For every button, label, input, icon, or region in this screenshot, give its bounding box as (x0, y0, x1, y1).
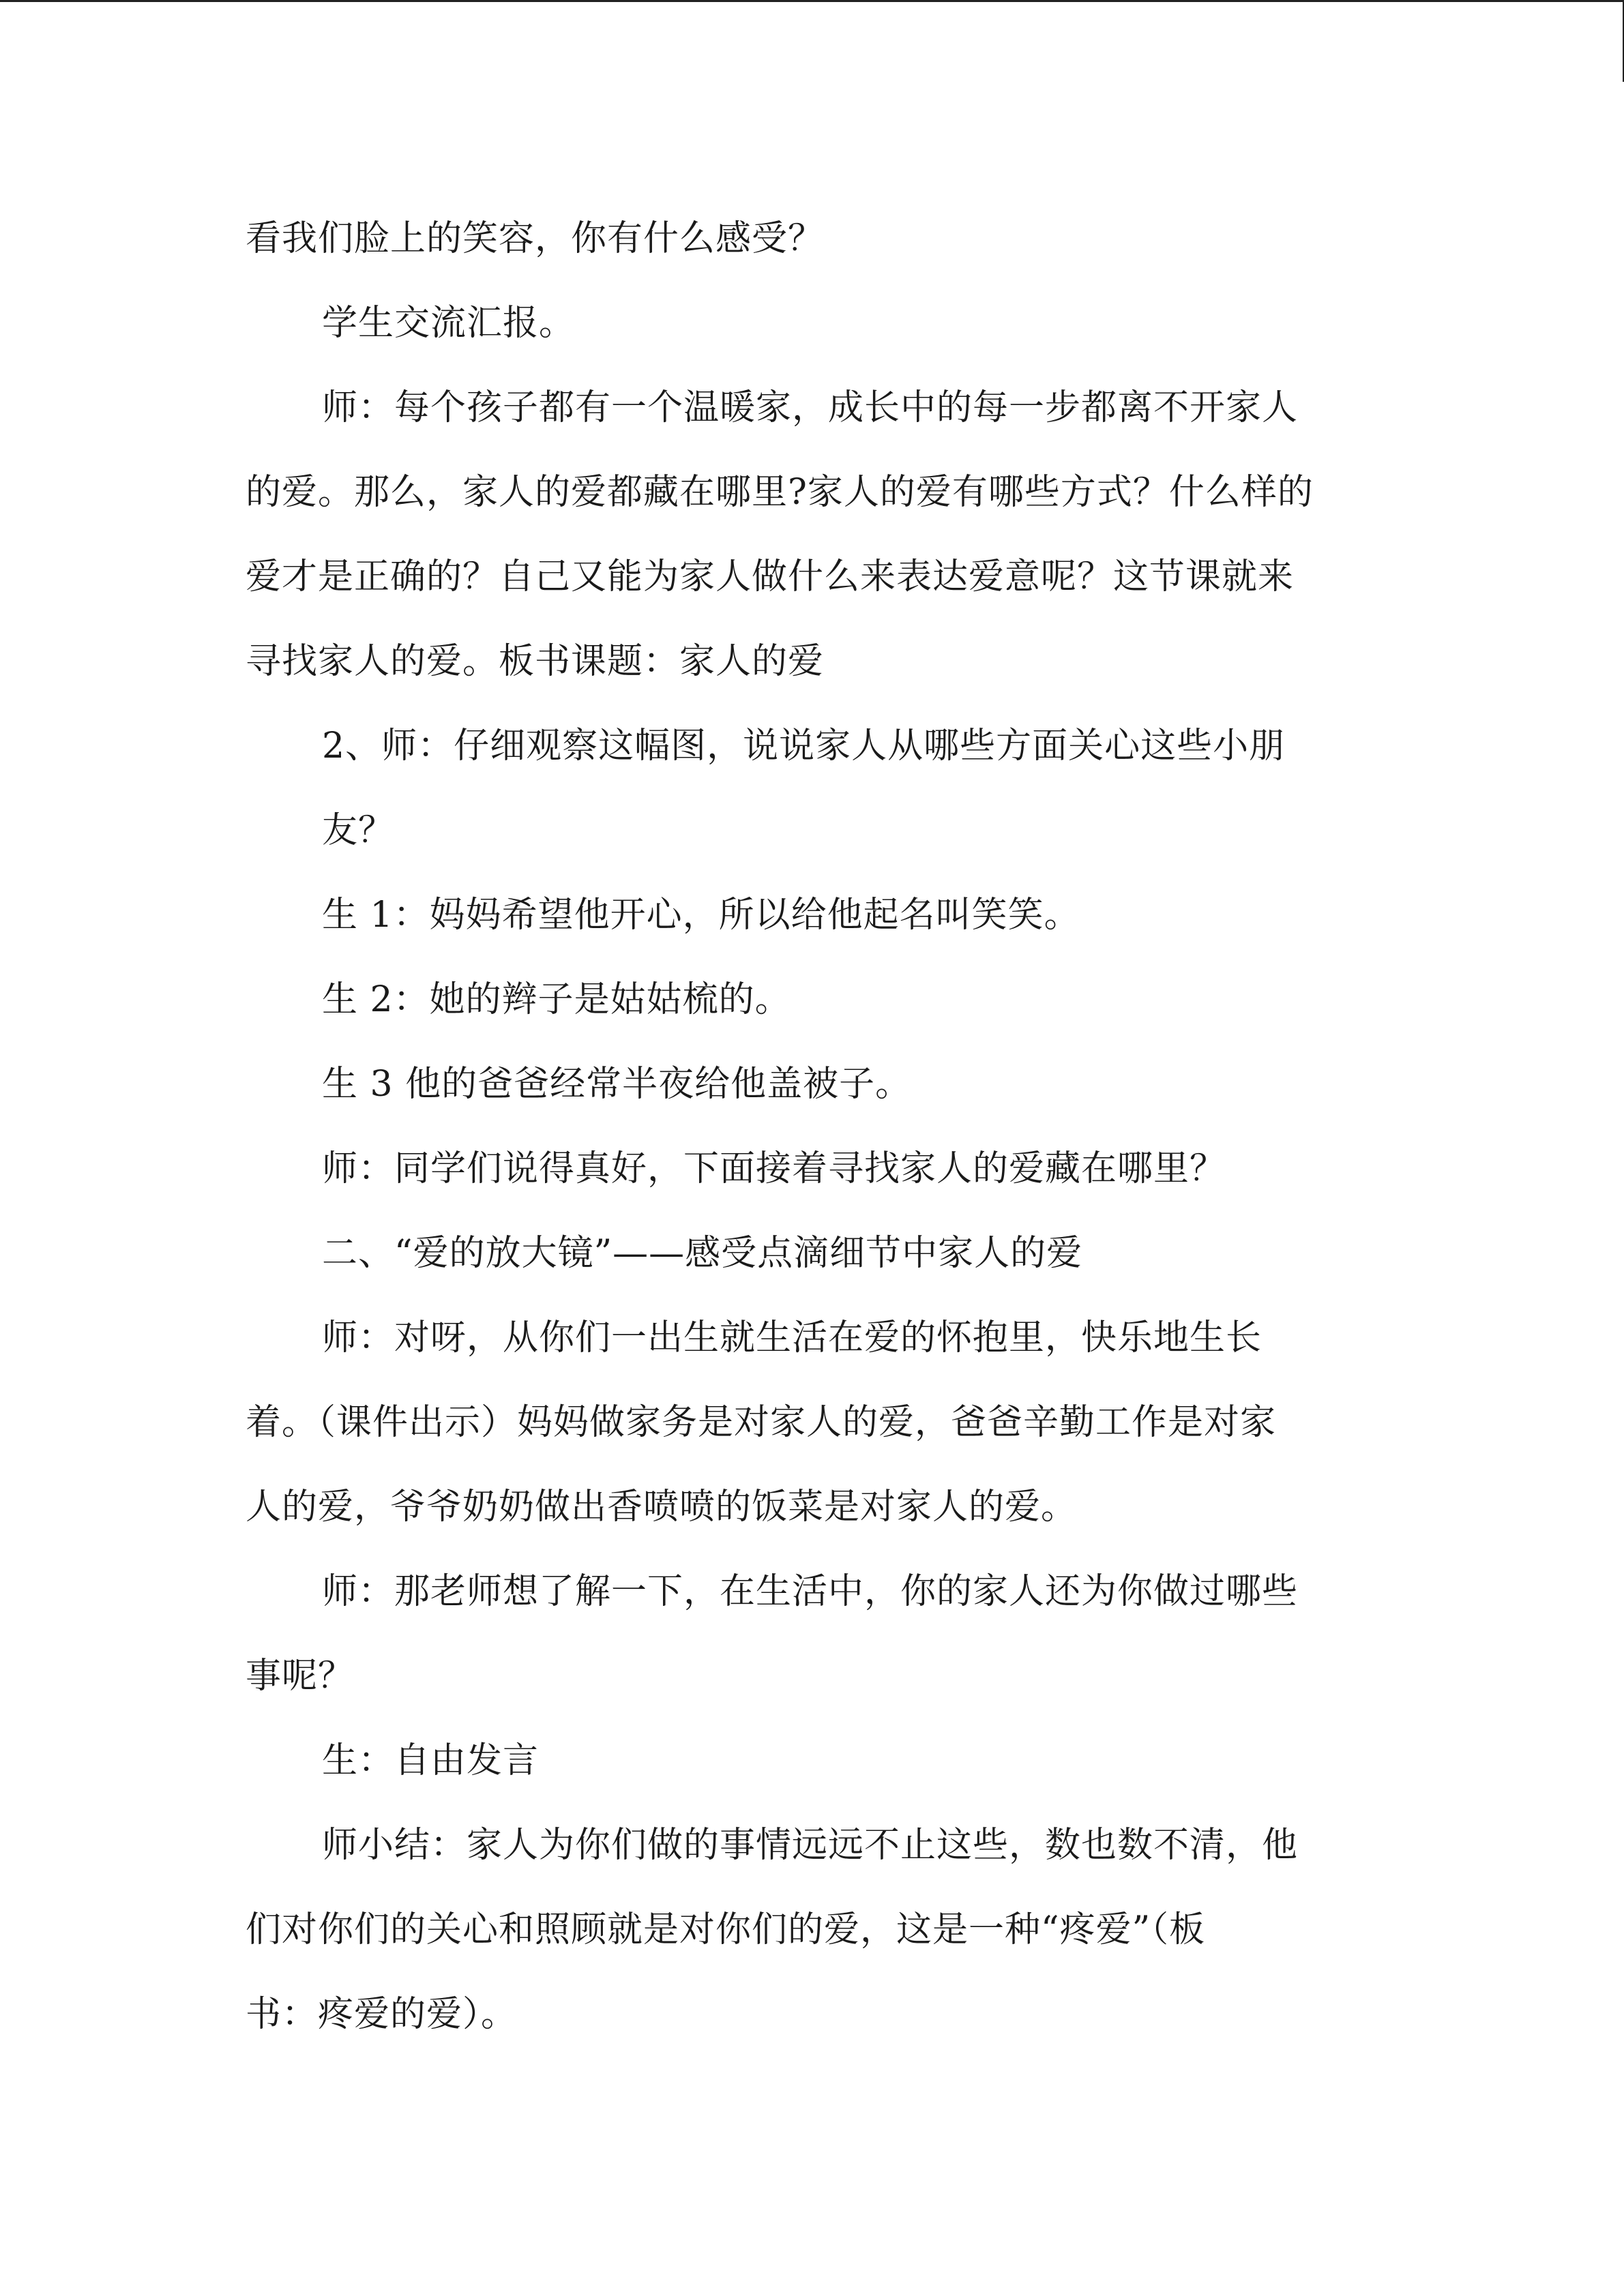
text-line: 生 1：妈妈希望他开心，所以给他起名叫笑笑。 (322, 895, 1080, 936)
text-line: 看我们脸上的笑容，你有什么感受？ (246, 218, 825, 259)
text-line: 师小结：家人为你们做的事情远远不止这些，数也数不清，他 (322, 1825, 1299, 1866)
text-line: 事呢？ (246, 1656, 355, 1697)
text-line: 学生交流汇报。 (322, 303, 576, 344)
text-line: 师：对呀，从你们一出生就生活在爱的怀抱里，快乐地生长 (322, 1317, 1263, 1358)
text-line: 书：疼爱的爱）。 (246, 1994, 518, 2035)
text-line: 友？ (322, 810, 395, 851)
text-line: 生 2：她的辫子是姑姑梳的。 (322, 979, 791, 1020)
text-line: 师：每个孩子都有一个温暖家，成长中的每一步都离不开家人 (322, 387, 1299, 428)
text-line: 师：同学们说得真好，下面接着寻找家人的爱藏在哪里？ (322, 1148, 1226, 1189)
text-line: 们对你们的关心和照顾就是对你们的爱，这是一种“疼爱”（板 (246, 1909, 1206, 1950)
text-line: 2、师：仔细观察这幅图，说说家人从哪些方面关心这些小朋 (322, 726, 1286, 766)
text-line: 生 3 他的爸爸经常半夜给他盖被子。 (322, 1064, 912, 1105)
text-line: 生：自由发言 (322, 1740, 540, 1781)
text-line: 师：那老师想了解一下，在生活中，你的家人还为你做过哪些 (322, 1571, 1299, 1612)
text-line: 爱才是正确的？自己又能为家人做什么来表达爱意呢？这节课就来 (246, 556, 1295, 597)
text-line: 着。（课件出示）妈妈做家务是对家人的爱，爸爸辛勤工作是对家 (246, 1402, 1277, 1443)
text-line: 的爱。那么，家人的爱都藏在哪里?家人的爱有哪些方式？什么样的 (246, 472, 1314, 513)
section-heading: 二、“爱的放大镜”——感受点滴细节中家人的爱 (322, 1233, 1083, 1274)
text-line: 人的爱，爷爷奶奶做出香喷喷的饭菜是对家人的爱。 (246, 1487, 1078, 1527)
text-line: 寻找家人的爱。板书课题：家人的爱 (246, 641, 825, 682)
